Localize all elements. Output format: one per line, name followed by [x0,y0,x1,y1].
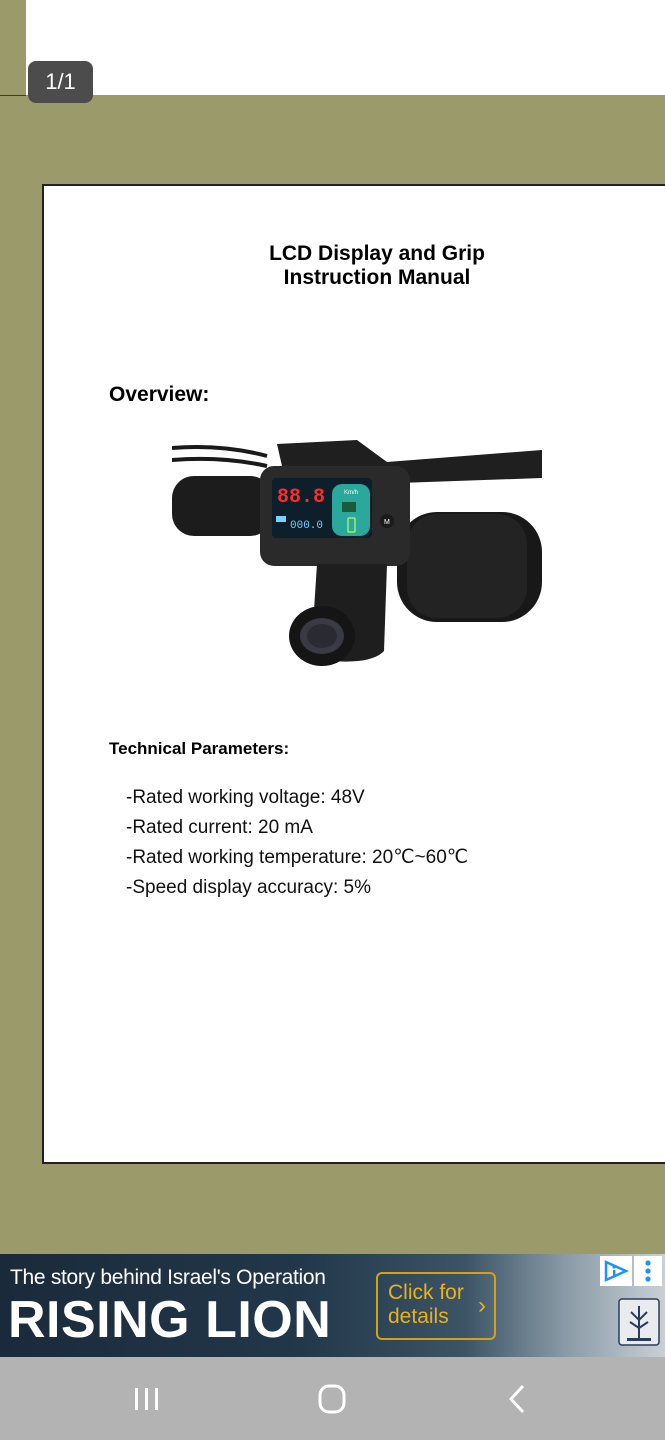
document-title [44,242,665,290]
title-line-2: Instruction Manual [283,266,471,289]
overview-heading: Overview: [109,383,210,406]
lcd-speed-readout: 88.8 [277,486,326,509]
lcd-unit-label: Km/h [344,490,359,496]
parameter-current: -Rated current: 20 mA [126,817,313,838]
document-page[interactable] [42,184,665,1164]
title-line-1: LCD Display and Grip [269,242,485,265]
home-icon[interactable] [312,1383,352,1415]
back-icon[interactable] [498,1383,538,1415]
system-navigation-bar [0,1357,665,1440]
ad-click-for-details-button[interactable] [376,1272,496,1340]
parameter-temperature: -Rated working temperature: 20℃~60℃ [126,847,469,868]
chevron-right-icon: › [478,1292,486,1319]
lcd-odometer-readout: 000.0 [290,520,324,532]
recent-apps-icon[interactable] [127,1383,167,1415]
ad-banner[interactable] [0,1254,665,1357]
viewer-margin [0,0,26,96]
ad-cta-line-1: Click for [388,1281,464,1304]
lcd-mode-button-label: M [384,519,390,526]
previous-page-area [26,0,665,95]
parameter-accuracy: -Speed display accuracy: 5% [126,877,372,898]
state-emblem-icon [618,1298,660,1352]
more-options-icon[interactable] [634,1256,662,1286]
ad-title: RISING LION [8,1291,332,1349]
page-indicator: 1/1 [28,61,93,103]
lcd-grip-product-image [172,436,542,672]
ad-choices-icon[interactable] [600,1256,632,1286]
technical-parameters-heading: Technical Parameters: [109,739,290,758]
ad-headline: The story behind Israel's Operation [10,1266,326,1289]
parameter-voltage: -Rated working voltage: 48V [126,787,365,808]
technical-parameters-list [126,783,468,903]
ad-cta-line-2: details [388,1305,449,1328]
